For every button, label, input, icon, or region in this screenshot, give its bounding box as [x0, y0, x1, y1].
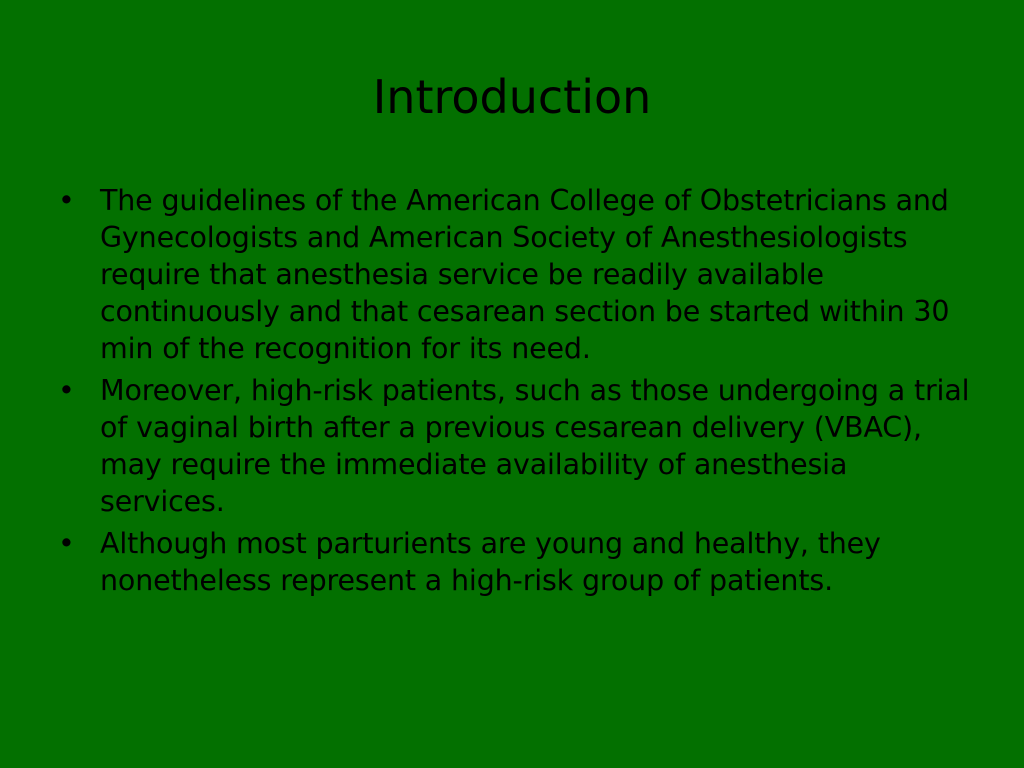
bullet-icon: • — [58, 184, 75, 217]
bullet-icon: • — [58, 374, 75, 407]
bullet-text: Although most parturients are young and healthy, they nonetheless represent a high-risk group of patients. — [100, 527, 881, 597]
bullet-item — [58, 525, 973, 599]
bullet-list — [58, 182, 973, 604]
bullet-item — [58, 182, 973, 367]
bullet-text: The guidelines of the American College of Obstetricians and Gynecologists and American Society of Anesthesiologists require that anesthesia service be readily available continuously and that cesarean section be started within 30 min of the recognition for its need. — [100, 184, 950, 365]
bullet-item — [58, 372, 973, 520]
bullet-icon: • — [58, 527, 75, 560]
slide-title: Introduction — [372, 70, 652, 124]
bullet-text: Moreover, high-risk patients, such as those undergoing a trial of vaginal birth after a previous cesarean delivery (VBAC), may require the immediate availability of anesthesia services. — [100, 374, 970, 518]
